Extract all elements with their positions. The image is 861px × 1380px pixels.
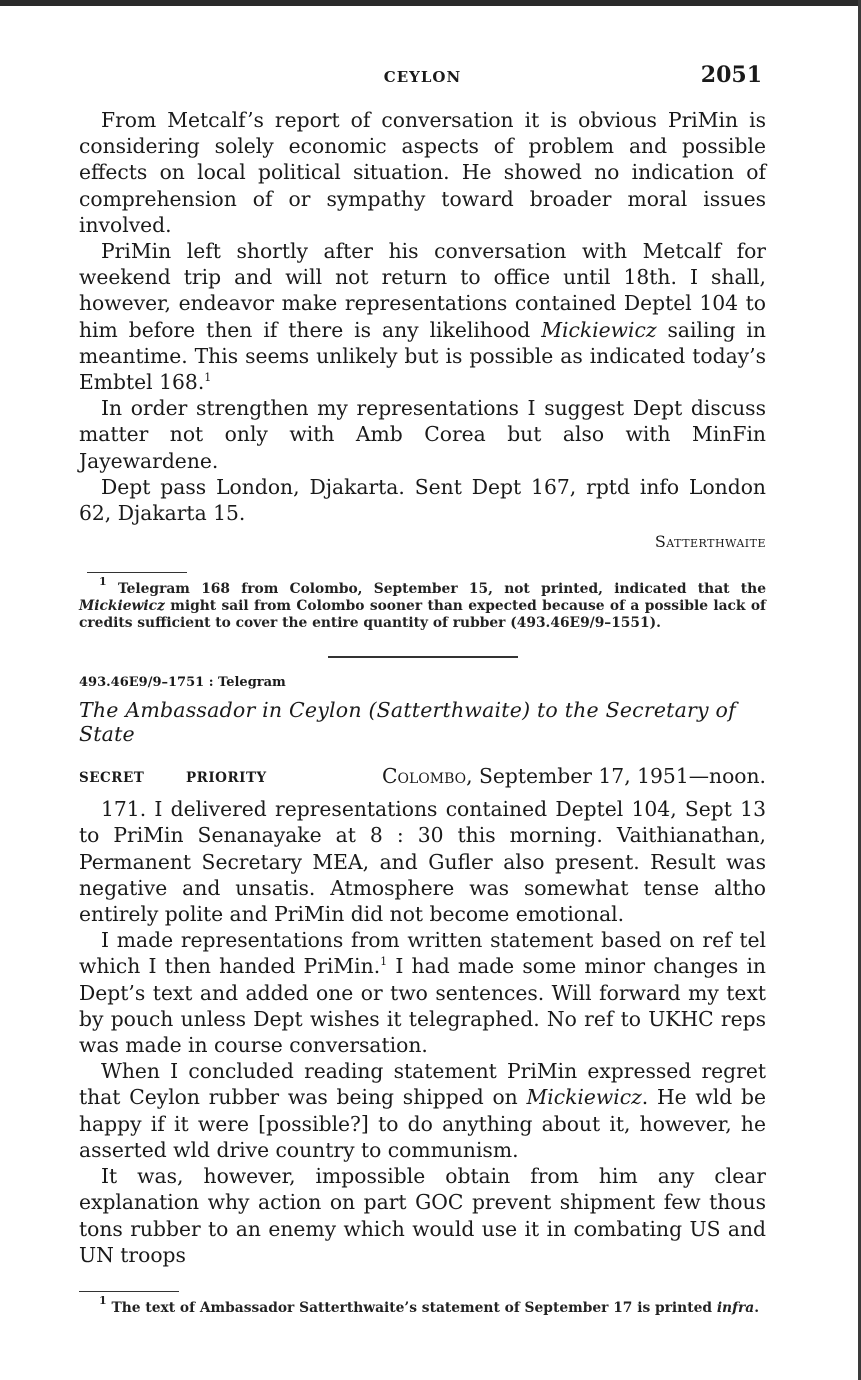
paragraph: Dept pass London, Djakarta. Sent Dept 167, rptd info London 62, Djakarta 15. xyxy=(79,474,766,526)
ambassador-name: Satterthwaite xyxy=(376,698,523,723)
paragraph: PriMin left shortly after his conversation with Metcalf for weekend trip and will not return to office until 18th. I shall, however, endeavor make representations contained Deptel 104 to him before then if there is any likelihood Mickiewicz sailing in meantime. This seems unlikely but is possible as indicated today’s Embtel 168.$^1$ xyxy=(79,239,766,395)
priority: PRIORITY xyxy=(186,770,267,787)
footnote-ref: 1 xyxy=(380,955,388,969)
footnote: $^1$ Telegram 168 from Colombo, September 15, not printed, indicated that the Mickiewicz might sail from Colombo sooner than expected because of a possible lack of credits sufficient to cover the entire quantity of rubber (493.46E9/9–1551). xyxy=(79,575,766,632)
paragraph: When I concluded reading statement PriMin expressed regret that Ceylon rubber was being shipped on Mickiewicz. He wld be happy if it were [possible?] to do anything about it, however, he asserted wld drive country to communism. xyxy=(79,1059,766,1162)
file-id: 493.46E9/9–1751 : Telegram xyxy=(79,675,286,691)
paragraph: From Metcalf’s report of conversation it is obvious PriMin is considering solely economic aspects of problem and possible effects on local political situation. He showed no indication of comprehension of or sympathy toward broader moral issues involved. xyxy=(79,108,766,237)
ship-name: Mickiewicz xyxy=(79,598,165,615)
page-body xyxy=(79,107,766,1317)
footnote: $^1$ The text of Ambassador Satterthwaite’s statement of September 17 is printed infra. xyxy=(99,1293,760,1316)
document-separator xyxy=(328,656,518,658)
footnote-rule xyxy=(87,572,187,573)
paragraph: 171. I delivered representations contained Deptel 104, Sept 13 to PriMin Senanayake at 8 : 30 this morning. Vaithianathan, Permanent Secretary MEA, and Gufler also present. Result was negative and unsatis. Atmosphere was somewhat tense altho entirely polite and PriMin did not become emotional. xyxy=(79,797,766,927)
document-heading: The Ambassador in Ceylon (Satterthwaite) to the Secretary of State xyxy=(79,698,736,747)
infra-ref: infra xyxy=(716,1299,755,1316)
page-number: 2051 xyxy=(700,62,762,88)
ship-name: Mickiewicz xyxy=(541,317,657,342)
running-title: CEYLON xyxy=(383,68,462,86)
footnote-rule xyxy=(79,1291,179,1292)
footnote-ref: 1 xyxy=(204,371,212,385)
running-head xyxy=(79,62,766,92)
scan-top-edge xyxy=(0,0,861,6)
dateline xyxy=(79,764,766,790)
classification: SECRET xyxy=(79,770,145,787)
date-place xyxy=(382,764,766,788)
signature: Satterthwaite xyxy=(654,532,766,552)
ship-name: Mickiewicz xyxy=(526,1085,642,1110)
paragraph: It was, however, impossible obtain from him any clear explanation why action on part GOC prevent shipment few thous tons rubber to an enemy which would use it in combating US and UN troops xyxy=(79,1164,766,1267)
place: Colombo xyxy=(381,764,467,789)
paragraph: In order strengthen my representations I suggest Dept discuss matter not only with Amb Corea but also with MinFin Jayewardene. xyxy=(79,396,766,473)
paragraph: I made representations from written statement based on ref tel which I then handed PriMin.$^1$ I had made some minor changes in Dept’s text and added one or two sentences. Will forward my text by pouch unless Dept wishes it telegraphed. No ref to UKHC reps was made in course conversation. xyxy=(79,928,766,1058)
date: , September 17, 1951—noon. xyxy=(466,764,766,789)
